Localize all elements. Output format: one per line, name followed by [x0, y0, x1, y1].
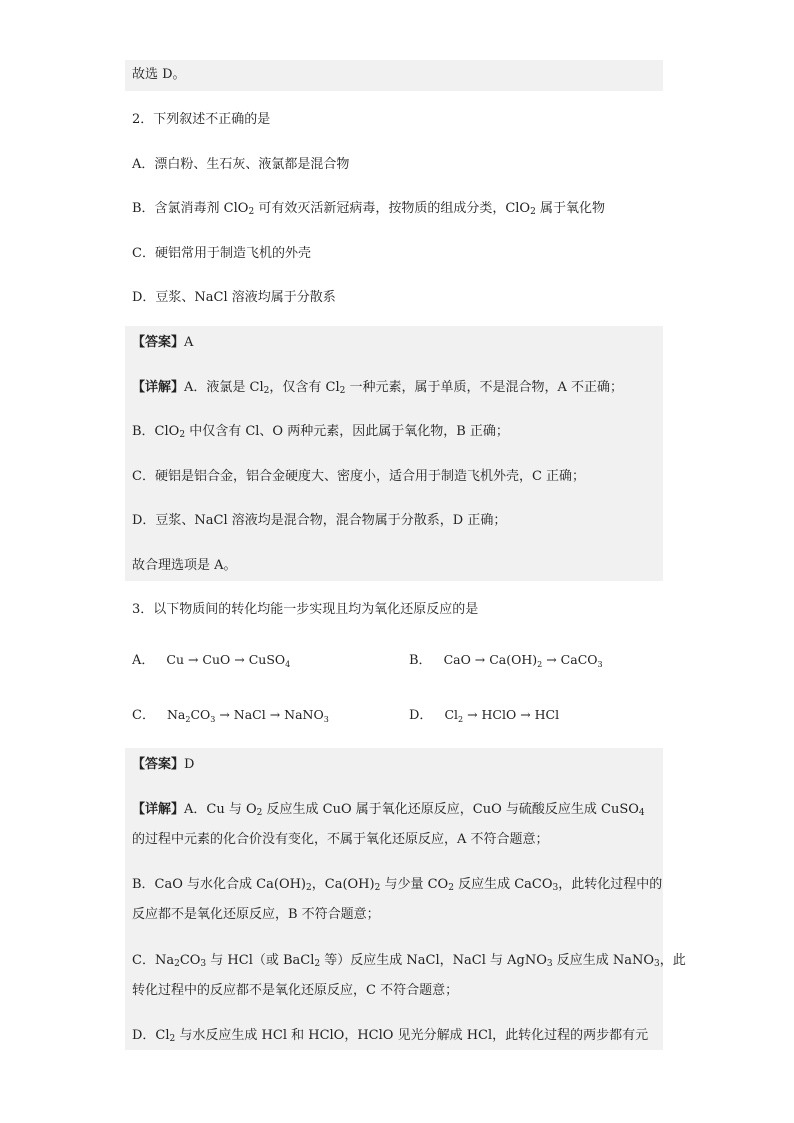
q3-stem: 3．以下物质间的转化均能一步实现且均为氧化还原反应的是 — [132, 602, 479, 617]
q2-stem: 2．下列叙述不正确的是 — [132, 112, 271, 127]
q3-option-d — [409, 706, 559, 725]
option-label: C． — [132, 708, 155, 723]
q2-detail-line: B．ClO$_2$ 中仅含有 Cl、O 两种元素，因此属于氧化物，B 正确； — [132, 424, 509, 440]
q2-conclusion: 故合理选项是 A。 — [132, 558, 237, 573]
top-answer-block — [125, 60, 663, 91]
q2-answer-block — [125, 326, 663, 581]
q3-answer-block — [125, 748, 663, 1050]
q3-option-c — [132, 706, 329, 725]
q2-detail-line: D．豆浆、NaCl 溶液均是混合物，混合物属于分散系，D 正确； — [132, 513, 507, 528]
q2-option-c: C．硬铝常用于制造飞机的外壳 — [132, 246, 311, 261]
q2-option-a: A．漂白粉、生石灰、液氯都是混合物 — [132, 157, 350, 172]
q3-detail-line: 转化过程中的反应都不是氧化还原反应，C 不符合题意； — [132, 983, 459, 998]
option-formula: Cu → CuO → CuSO$_4$ — [166, 652, 291, 669]
answer-value: A — [184, 335, 194, 350]
detail-tag: 【详解】 — [132, 380, 185, 395]
option-formula: $Na_2CO_3$ → NaCl → NaNO$_3$ — [166, 707, 329, 724]
q3-option-b — [409, 651, 603, 670]
option-label: B． — [409, 653, 432, 668]
q3-detail-line: C．$Na_2CO_3$ 与 HCl（或 BaCl$_2$ 等）反应生成 NaCl，NaCl 与 AgNO$_3$ 反应生成 NaNO$_3$，此 — [132, 953, 686, 969]
detail-text: A．Cu 与 $O_2$ 反应生成 CuO 属于氧化还原反应，CuO 与硫酸反应生成 CuSO$_4$ — [184, 802, 645, 818]
answer-tag: 【答案】 — [132, 335, 185, 350]
detail-text: A．液氯是 $Cl_2$，仅含有 $Cl_2$ 一种元素，属于单质，不是混合物，A 不正确； — [184, 380, 624, 396]
option-label: A． — [132, 653, 155, 668]
option-formula: $Cl_2$ → HClO → HCl — [444, 707, 560, 724]
q3-detail-line — [132, 801, 645, 819]
option-label: D． — [409, 708, 433, 723]
q2-detail-line — [132, 379, 623, 397]
q3-detail-line: 的过程中元素的化合价没有变化，不属于氧化还原反应，A 不符合题意； — [132, 832, 549, 847]
q2-answer — [132, 334, 193, 352]
q3-answer — [132, 756, 194, 774]
q3-detail-line: B．CaO 与水化合成 $Ca(OH)_2$，$Ca(OH)_2$ 与少量 $CO_2$ 反应生成 CaCO$_3$，此转化过程中的 — [132, 877, 663, 893]
answer-value: D — [184, 757, 195, 772]
q3-detail-line: 反应都不是氧化还原反应，B 不符合题意； — [132, 907, 380, 922]
detail-tag: 【详解】 — [132, 802, 185, 817]
q2-option-d: D．豆浆、NaCl 溶液均属于分散系 — [132, 290, 336, 305]
option-formula: CaO → $Ca(OH)_2$ → CaCO$_3$ — [443, 652, 603, 669]
q2-option-b: B．含氯消毒剂 ClO$_2$ 可有效灭活新冠病毒，按物质的组成分类，ClO$_2$ 属于氧化物 — [132, 201, 605, 217]
top-conclusion: 故选 D。 — [132, 67, 186, 82]
q3-detail-line: D．$Cl_2$ 与水反应生成 HCl 和 HClO，HClO 见光分解成 HCl，此转化过程的两步都有元 — [132, 1028, 649, 1044]
answer-tag: 【答案】 — [132, 757, 185, 772]
q3-option-a — [132, 651, 290, 670]
q2-detail-line: C．硬铝是铝合金，铝合金硬度大、密度小，适合用于制造飞机外壳，C 正确； — [132, 469, 586, 484]
